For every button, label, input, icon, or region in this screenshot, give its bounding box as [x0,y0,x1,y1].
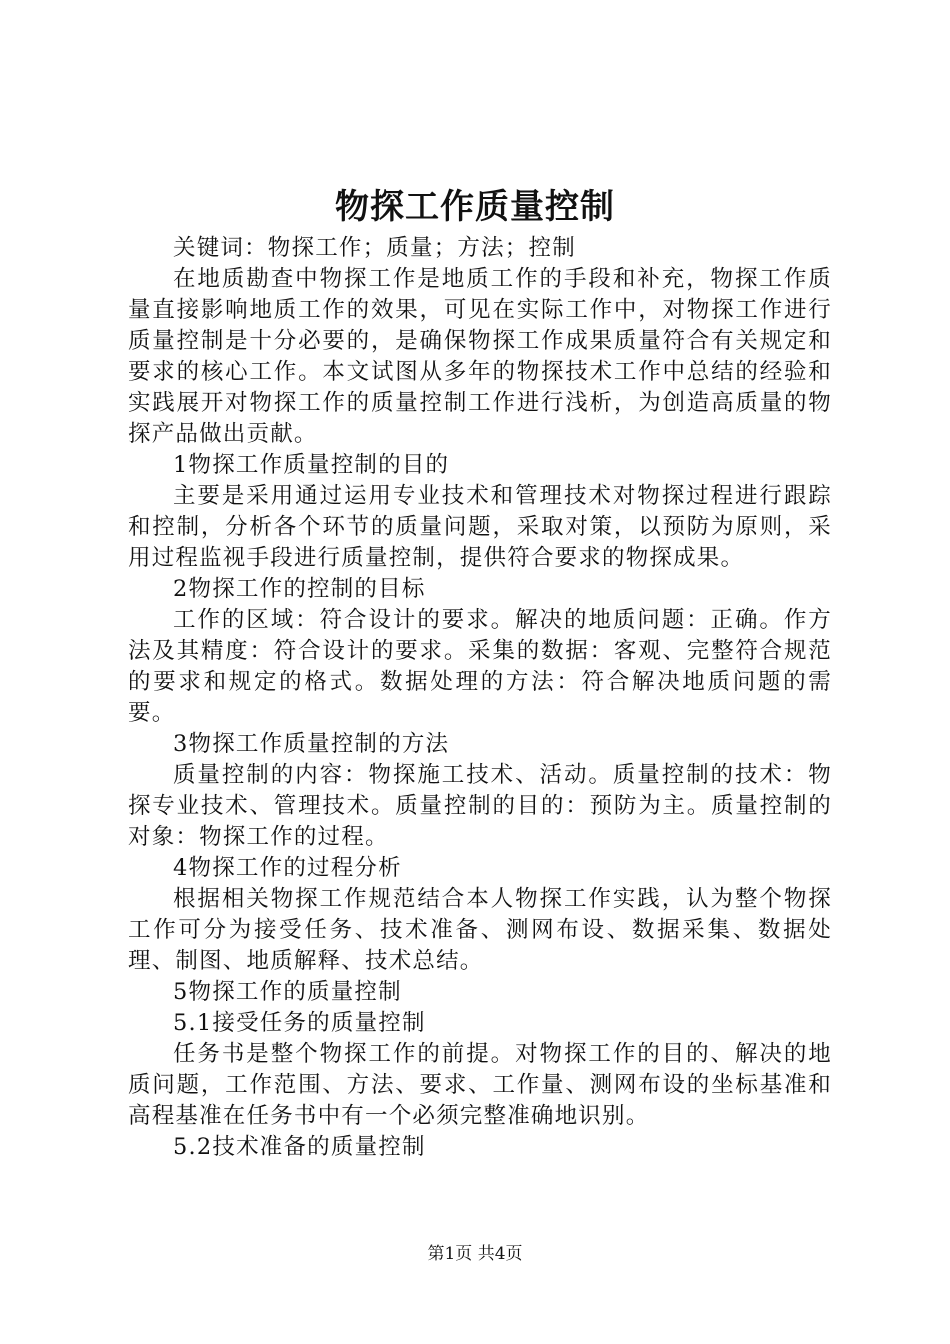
section-heading-2: 2物探工作的控制的目标 [173,576,426,602]
paragraph-section-2: 工作的区域：符合设计的要求。解决的地质问题：正确。作方法及其精度：符合设计的要求。采集的数据：客观、完整符合规范的要求和规定的格式。数据处理的方法：符合解决地质问题的需要。 [128,607,832,726]
paragraph-section-1: 主要是采用通过运用专业技术和管理技术对物探过程进行跟踪和控制，分析各个环节的质量问题，采取对策，以预防为原则，采用过程监视手段进行质量控制，提供符合要求的物探成果。 [128,483,832,571]
paragraph-intro: 在地质勘查中物探工作是地质工作的手段和补充，物探工作质量直接影响地质工作的效果，可见在实际工作中，对物探工作进行质量控制是十分必要的，是确保物探工作成果质量符合有关规定和要求的核心工作。本文试图从多年的物探技术工作中总结的经验和实践展开对物探工作的质量控制工作进行浅析，为创造高质量的物探产品做出贡献。 [128,266,832,447]
section-heading-5: 5物探工作的质量控制 [173,979,402,1005]
section-heading-4: 4物探工作的过程分析 [173,855,402,881]
document-body [128,233,832,1163]
section-heading-3: 3物探工作质量控制的方法 [173,731,450,757]
keywords-line: 关键词：物探工作；质量；方法；控制 [173,235,576,261]
paragraph-section-4: 根据相关物探工作规范结合本人物探工作实践，认为整个物探工作可分为接受任务、技术准备、测网布设、数据采集、数据处理、制图、地质解释、技术总结。 [128,886,832,974]
page-footer: 第1页 共4页 [427,1244,523,1264]
document-title: 物探工作质量控制 [335,187,615,227]
paragraph-section-5-1: 任务书是整个物探工作的前提。对物探工作的目的、解决的地质问题，工作范围、方法、要求、工作量、测网布设的坐标基准和高程基准在任务书中有一个必须完整准确地识别。 [128,1041,832,1129]
paragraph-section-3: 质量控制的内容：物探施工技术、活动。质量控制的技术：物探专业技术、管理技术。质量控制的目的：预防为主。质量控制的对象：物探工作的过程。 [128,762,832,850]
section-heading-1: 1物探工作质量控制的目的 [173,452,450,478]
subsection-heading-5-1: 5.1接受任务的质量控制 [173,1010,426,1036]
subsection-heading-5-2: 5.2技术准备的质量控制 [173,1134,426,1160]
